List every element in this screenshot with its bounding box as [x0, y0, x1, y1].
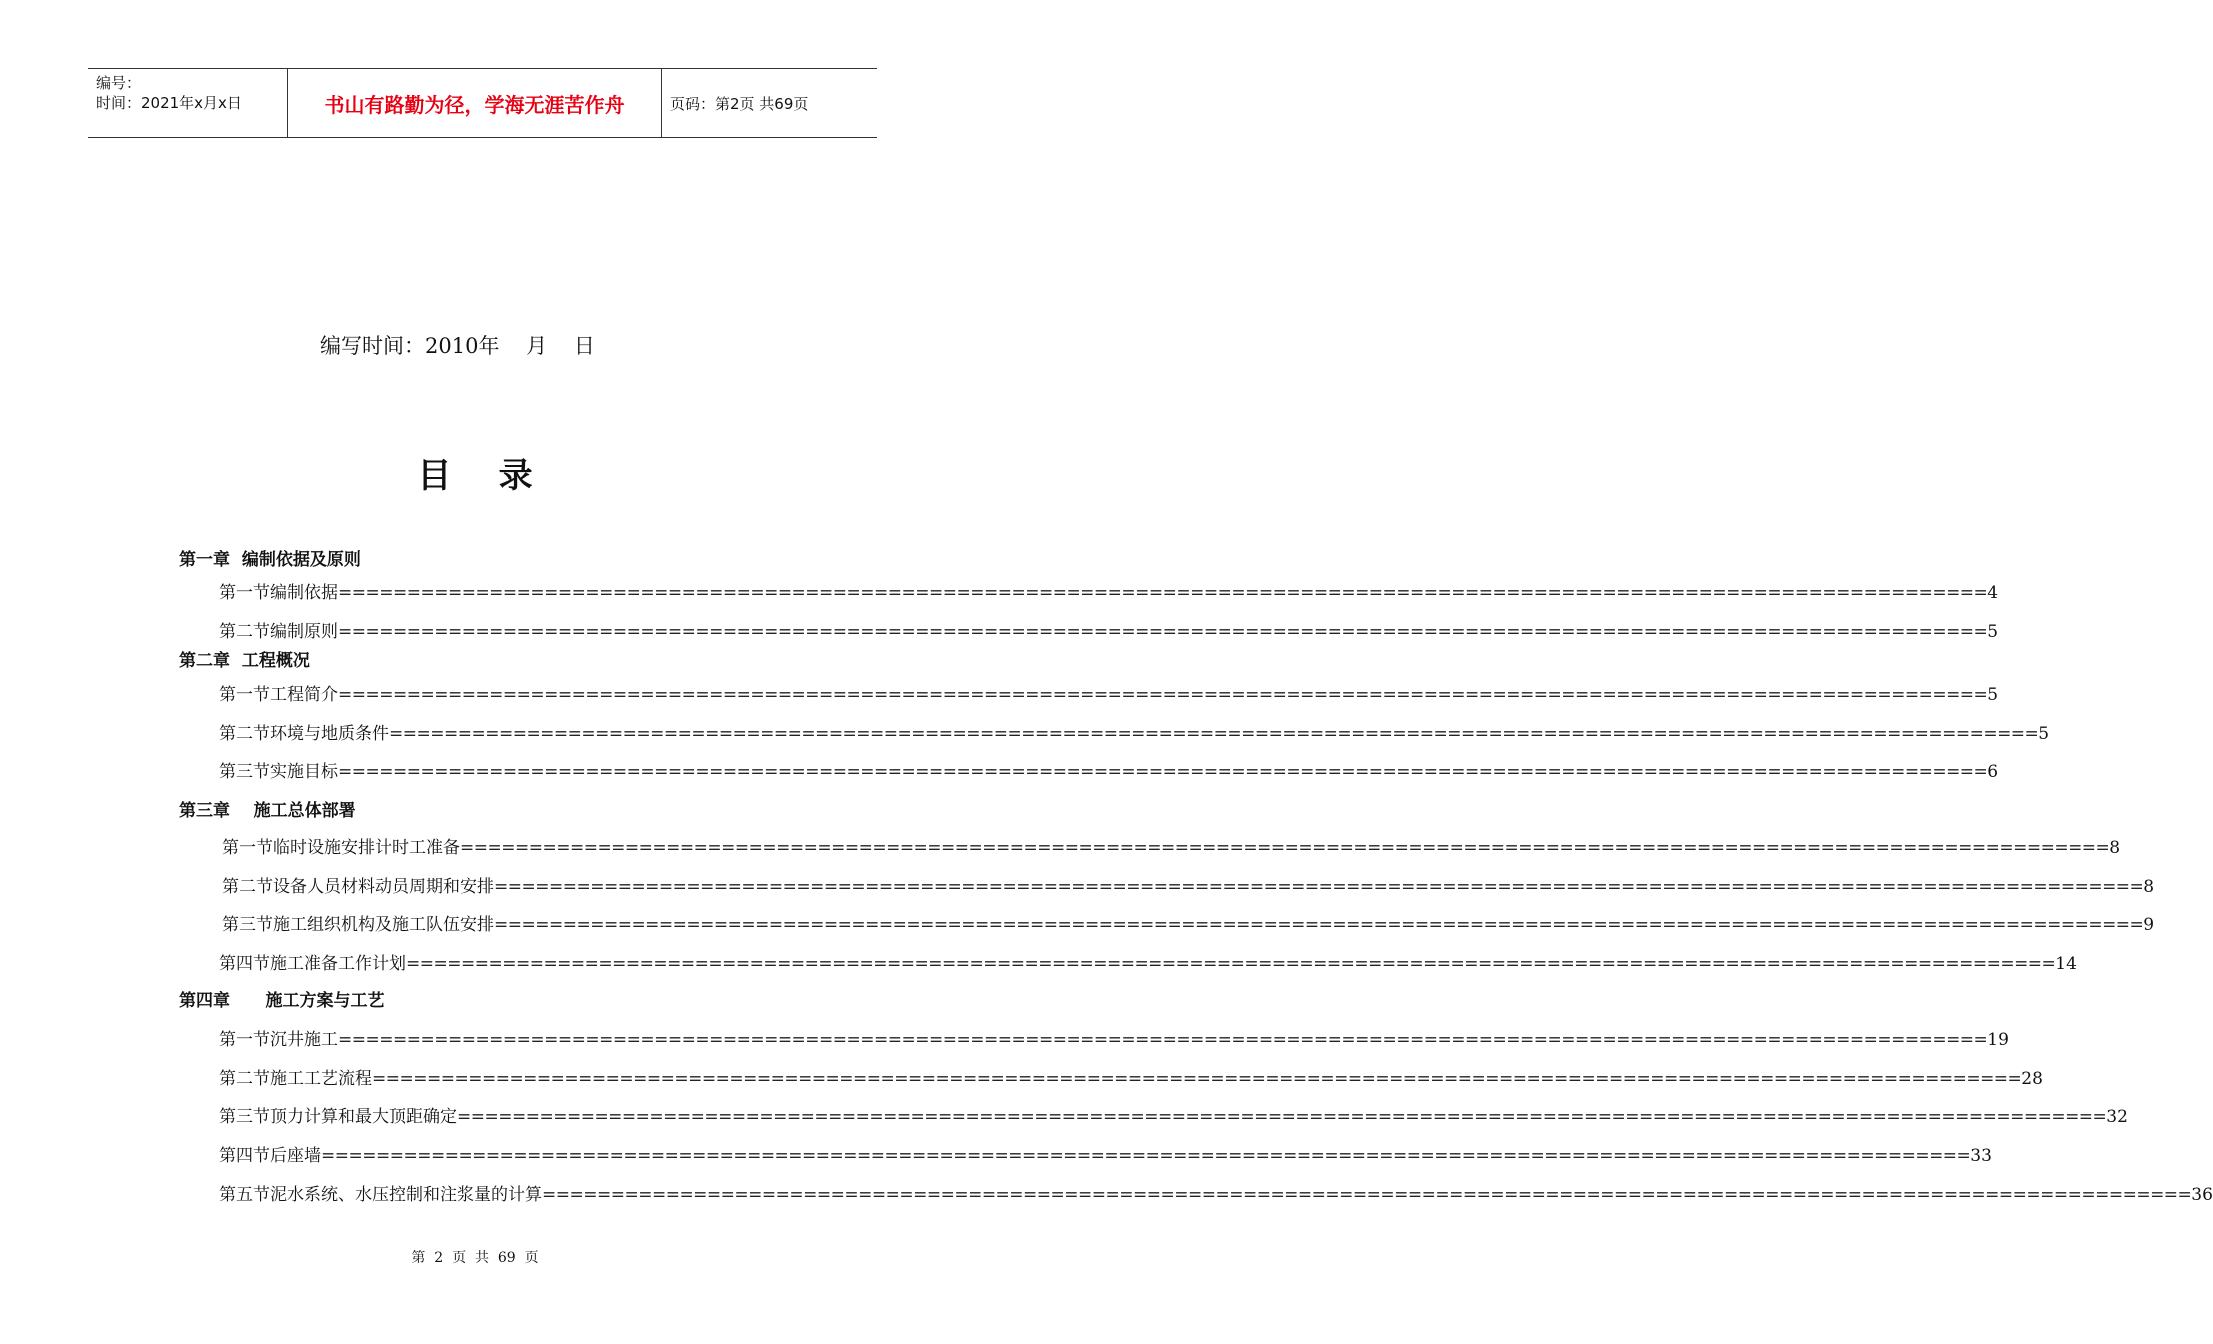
toc-leader: ========================================================================================================================: [542, 1185, 2192, 1205]
toc-page-number: 33: [1970, 1146, 1992, 1166]
toc-section-title: 临时设施安排计时工准备: [273, 838, 460, 858]
toc-section-number: 第二节: [222, 877, 273, 897]
toc-chapter: 第四章 施工方案与工艺: [179, 991, 385, 1011]
toc-page-number: 6: [1987, 762, 1999, 782]
toc-section-number: 第四节: [219, 954, 270, 974]
toc-section-number: 第四节: [219, 1146, 270, 1166]
toc-entry[interactable]: [222, 910, 2155, 935]
toc-leader: ========================================================================================================================: [372, 1069, 2022, 1089]
toc-page-number: 8: [2109, 838, 2121, 858]
toc-chapter: 第三章 施工总体部署: [179, 801, 356, 821]
toc-section-title: 工程简介: [270, 685, 338, 705]
toc-chapter: 第二章 工程概况: [179, 651, 310, 671]
page-footer: 第 2 页 共 69 页: [411, 1250, 539, 1266]
time-label: 时间：2021年x月x日: [96, 94, 242, 112]
toc-section-number: 第一节: [219, 583, 270, 603]
toc-leader: ========================================================================================================================: [494, 877, 2144, 897]
toc-page-number: 9: [2143, 915, 2155, 935]
toc-section-title: 施工工艺流程: [270, 1069, 372, 1089]
toc-entry[interactable]: [219, 578, 1999, 603]
toc-section-number: 第三节: [219, 1107, 270, 1127]
toc-section-number: 第三节: [219, 762, 270, 782]
toc-chapter: 第一章 编制依据及原则: [179, 550, 361, 570]
toc-section-title: 环境与地质条件: [270, 724, 389, 744]
toc-section-title: 编制原则: [270, 622, 338, 642]
toc-leader: ========================================================================================================================: [338, 622, 1988, 642]
toc-section-title: 编制依据: [270, 583, 338, 603]
toc-section-title: 施工准备工作计划: [270, 954, 406, 974]
toc-page-number: 19: [1987, 1030, 2009, 1050]
toc-leader: ========================================================================================================================: [338, 685, 1988, 705]
toc-page-number: 5: [2038, 724, 2050, 744]
toc-leader: ========================================================================================================================: [457, 1107, 2107, 1127]
toc-entry[interactable]: [222, 833, 2121, 858]
toc-leader: ========================================================================================================================: [389, 724, 2039, 744]
toc-leader: ========================================================================================================================: [321, 1146, 1971, 1166]
toc-entry[interactable]: [219, 949, 2077, 974]
toc-section-title: 施工组织机构及施工队伍安排: [273, 915, 494, 935]
toc-page-number: 5: [1987, 622, 1999, 642]
header-table: [88, 68, 877, 138]
toc-section-number: 第一节: [222, 838, 273, 858]
toc-leader: ========================================================================================================================: [338, 583, 1988, 603]
toc-title: 目 录: [417, 456, 533, 496]
toc-section-number: 第五节: [219, 1185, 270, 1205]
toc-page-number: 32: [2106, 1107, 2128, 1127]
header-left-cell: [88, 69, 288, 137]
number-label: 编号：: [96, 74, 142, 92]
toc-page-number: 28: [2021, 1069, 2043, 1089]
toc-entry[interactable]: [222, 872, 2155, 897]
toc-entry[interactable]: [219, 1102, 2128, 1127]
toc-section-number: 第一节: [219, 685, 270, 705]
toc-section-number: 第二节: [219, 1069, 270, 1089]
toc-section-number: 第二节: [219, 622, 270, 642]
toc-entry[interactable]: [219, 680, 1999, 705]
toc-page-number: 5: [1987, 685, 1999, 705]
toc-page-number: 4: [1987, 583, 1999, 603]
toc-leader: ========================================================================================================================: [338, 1030, 1988, 1050]
toc-section-title: 设备人员材料动员周期和安排: [273, 877, 494, 897]
toc-page-number: 8: [2143, 877, 2155, 897]
toc-section-number: 第一节: [219, 1030, 270, 1050]
toc-page-number: 36: [2191, 1185, 2213, 1205]
toc-entry[interactable]: [219, 1064, 2043, 1089]
toc-entry[interactable]: [219, 1180, 2213, 1205]
toc-section-number: 第二节: [219, 724, 270, 744]
toc-section-title: 后座墙: [270, 1146, 321, 1166]
toc-page-number: 14: [2055, 954, 2077, 974]
toc-entry[interactable]: [219, 757, 1999, 782]
motto: 书山有路勤为径，学海无涯苦作舟: [288, 69, 662, 137]
compile-date: 编写时间：2010年 月 日: [320, 334, 595, 358]
page-label: 页码：第2页 共69页: [670, 94, 809, 113]
toc-section-number: 第三节: [222, 915, 273, 935]
toc-leader: ========================================================================================================================: [406, 954, 2056, 974]
toc-entry[interactable]: [219, 719, 2050, 744]
toc-entry[interactable]: [219, 1025, 2009, 1050]
toc-leader: ========================================================================================================================: [338, 762, 1988, 782]
toc-leader: ========================================================================================================================: [494, 915, 2144, 935]
toc-section-title: 顶力计算和最大顶距确定: [270, 1107, 457, 1127]
toc-entry[interactable]: [219, 617, 1999, 642]
toc-entry[interactable]: [219, 1141, 1992, 1166]
toc-leader: ========================================================================================================================: [460, 838, 2110, 858]
toc-section-title: 实施目标: [270, 762, 338, 782]
toc-section-title: 沉井施工: [270, 1030, 338, 1050]
toc-section-title: 泥水系统、水压控制和注浆量的计算: [270, 1185, 542, 1205]
